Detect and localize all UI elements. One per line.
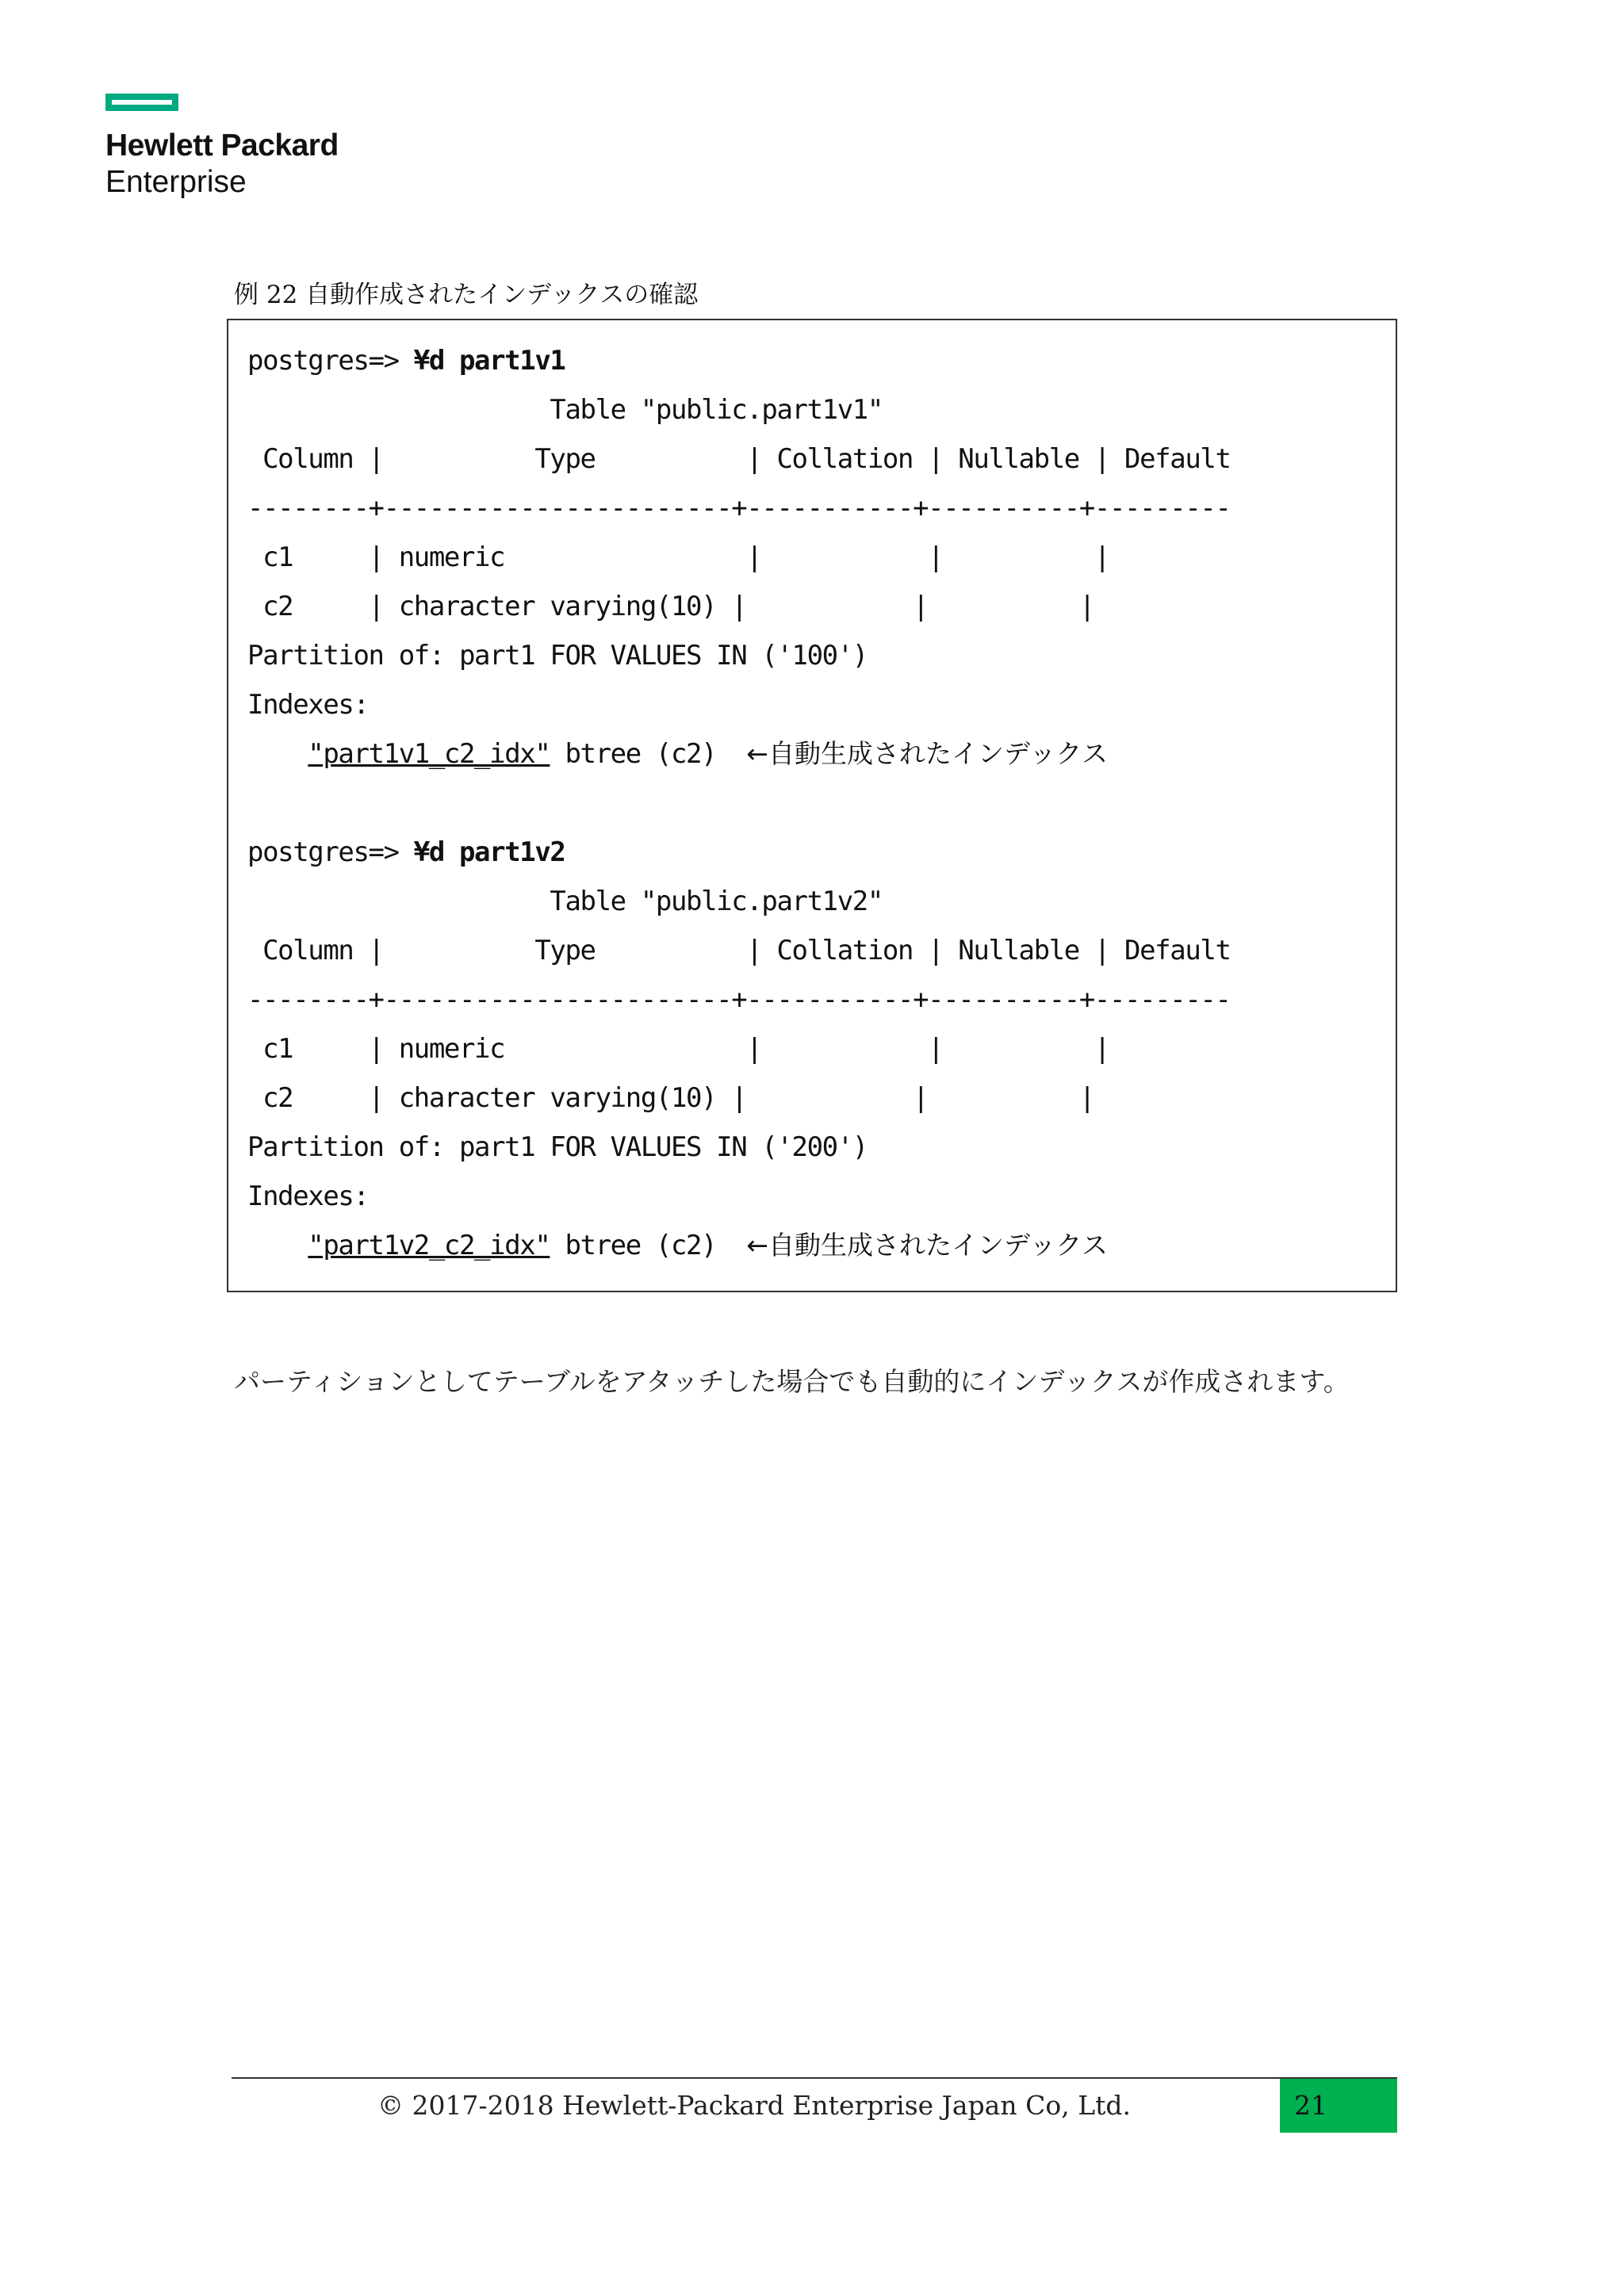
table-row-c2-2: c2 | character varying(10) | | |: [247, 1082, 1094, 1114]
table-header-2: Column | Type | Collation | Nullable | Default: [247, 935, 1231, 966]
table-separator-2: --------+-----------------------+-----------+----------+---------: [247, 984, 1231, 1016]
hpe-logo-mark-icon: [105, 94, 178, 111]
company-logo: [105, 94, 375, 205]
psql-command: ¥d part1v1: [413, 345, 565, 377]
psql-prompt: postgres=>: [247, 836, 414, 868]
psql-prompt: postgres=>: [247, 345, 414, 377]
index-line-2: [247, 1221, 1231, 1270]
table-separator-1: --------+-----------------------+-----------+----------+---------: [247, 492, 1231, 524]
index-indent: [247, 738, 308, 770]
command-line-2: [247, 828, 1231, 877]
logo-text-line2: Enterprise: [105, 165, 247, 199]
body-paragraph: パーティションとしてテーブルをアタッチした場合でも自動的にインデックスが作成されます。: [234, 1366, 1350, 1397]
command-line-1: [247, 336, 1231, 385]
index-indent: [247, 1230, 308, 1261]
index-annotation: ←自動生成されたインデックス: [746, 1230, 1108, 1261]
table-title-1: Table "public.part1v1": [247, 394, 883, 426]
indexes-label-1: Indexes:: [247, 689, 369, 721]
table-header-1: Column | Type | Collation | Nullable | Default: [247, 443, 1231, 475]
footer-divider: [232, 2077, 1397, 2079]
code-lines: [247, 336, 1231, 1270]
index-line-1: [247, 729, 1231, 779]
table-row-c2-1: c2 | character varying(10) | | |: [247, 591, 1094, 622]
table-row-c1-2: c1 | numeric | | |: [247, 1033, 1109, 1065]
index-definition: btree (c2): [550, 1230, 747, 1261]
partition-info-1: Partition of: part1 FOR VALUES IN ('100'): [247, 640, 868, 672]
index-definition: btree (c2): [550, 738, 747, 770]
psql-command: ¥d part1v2: [413, 836, 565, 868]
example-caption: 例 22 自動作成されたインデックスの確認: [234, 281, 699, 309]
table-title-2: Table "public.part1v2": [247, 886, 883, 917]
index-annotation: ←自動生成されたインデックス: [746, 738, 1108, 769]
blank-line: [247, 779, 1231, 828]
index-name: "part1v1_c2_idx": [308, 738, 550, 770]
footer-copyright: © 2017-2018 Hewlett-Packard Enterprise Japan Co, Ltd.: [377, 2090, 1131, 2121]
logo-text-line1: Hewlett Packard: [105, 128, 339, 163]
page-number: 21: [1280, 2079, 1397, 2133]
index-name: "part1v2_c2_idx": [308, 1230, 550, 1261]
partition-info-2: Partition of: part1 FOR VALUES IN ('200'): [247, 1131, 868, 1163]
table-row-c1-1: c1 | numeric | | |: [247, 541, 1109, 573]
code-example-box: [227, 319, 1397, 1292]
indexes-label-2: Indexes:: [247, 1181, 369, 1212]
